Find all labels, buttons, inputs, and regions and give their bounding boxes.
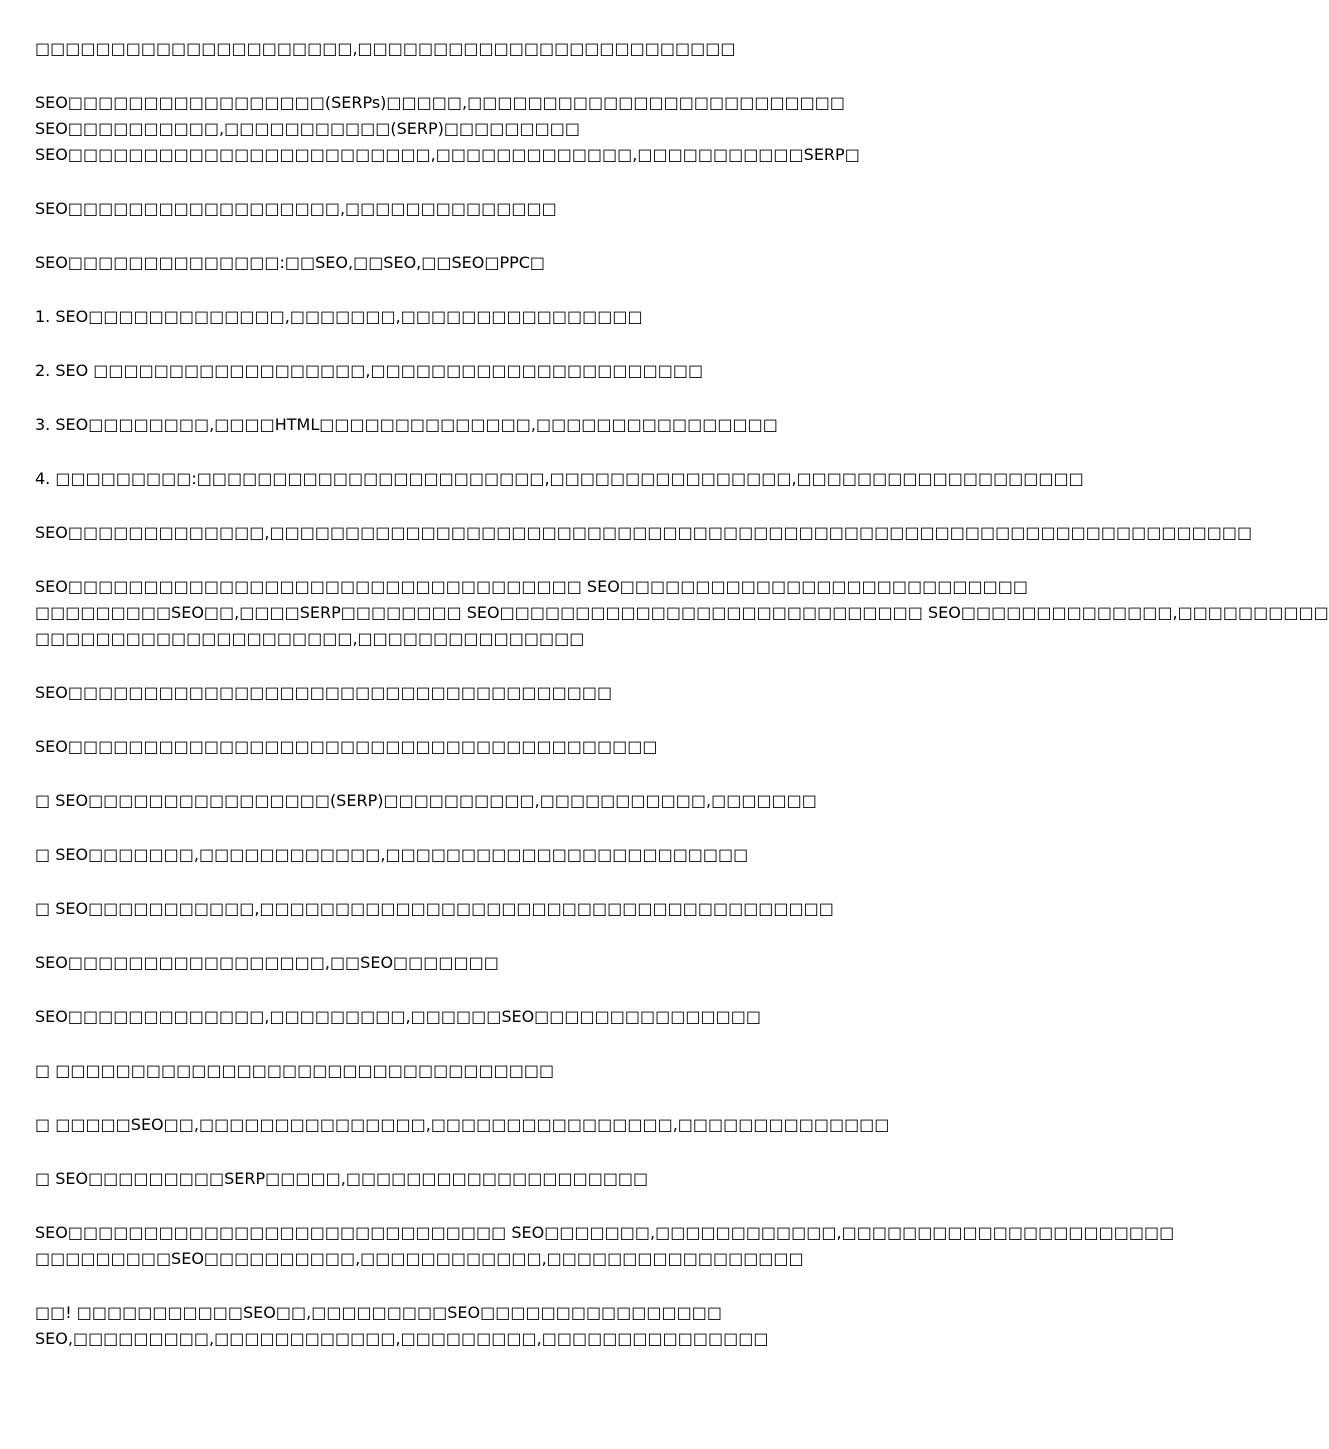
text-line: □□□□□□□□□□□□□□□□□□□□□,□□□□□□□□□□□□□□□□□□□□□□□□□ (35, 39, 736, 58)
document-page (35, 36, 1329, 1380)
paragraph (35, 196, 985, 222)
paragraph (35, 1220, 1175, 1272)
text-line: SEO□□□□□□□□□□□□□□□□□□,□□□□□□□□□□□□□□ (35, 199, 557, 218)
paragraph (35, 1300, 985, 1352)
text-line: 2. SEO □□□□□□□□□□□□□□□□□□,□□□□□□□□□□□□□□□□□□□□□□ (35, 361, 704, 380)
paragraph (35, 1004, 985, 1030)
text-line: SEO□□□□□□□□□□□□□□□□□(SERPs)□□□□□,□□□□□□□□□□□□□□□□□□□□□□□□□ (35, 93, 846, 112)
paragraph (35, 358, 985, 384)
paragraph (35, 680, 985, 706)
paragraph (35, 520, 1253, 546)
text-line: □□□□□□□□□□□□□□□□□□□□□,□□□□□□□□□□□□□□□ (35, 629, 585, 648)
text-line: □□□□□□□□□SEO□□,□□□□SERP□□□□□□□□ SEO□□□□□□□□□□□□□□□□□□□□□□□□□□□□ SEO□□□□□□□□□□□□□□,□□□□□□□□□□ (35, 603, 1329, 622)
paragraph (35, 950, 985, 976)
paragraph (35, 412, 985, 438)
text-line: □ □□□□□SEO□□,□□□□□□□□□□□□□□□,□□□□□□□□□□□□□□□□,□□□□□□□□□□□□□□ (35, 1115, 890, 1134)
text-line: 1. SEO□□□□□□□□□□□□□,□□□□□□□,□□□□□□□□□□□□□□□□ (35, 307, 643, 326)
text-line: □□! □□□□□□□□□□□SEO□□,□□□□□□□□□SEO□□□□□□□□□□□□□□□□ (35, 1303, 722, 1322)
paragraph (35, 304, 985, 330)
paragraph (35, 1058, 985, 1084)
text-line: □ SEO□□□□□□□,□□□□□□□□□□□□,□□□□□□□□□□□□□□□□□□□□□□□□ (35, 845, 749, 864)
paragraph (35, 250, 985, 276)
text-line: □ □□□□□□□□□□□□□□□□□□□□□□□□□□□□□□□□□ (35, 1061, 555, 1080)
text-line: SEO□□□□□□□□□□□□□□□□□,□□SEO□□□□□□□ (35, 953, 499, 972)
paragraph (35, 36, 985, 62)
paragraph (35, 788, 985, 814)
text-line: □□□□□□□□□SEO□□□□□□□□□□,□□□□□□□□□□□□,□□□□□□□□□□□□□□□□□ (35, 1249, 804, 1268)
paragraph (35, 1166, 985, 1192)
text-line: □ SEO□□□□□□□□□□□□□□□□(SERP)□□□□□□□□□□,□□□□□□□□□□□,□□□□□□□ (35, 791, 817, 810)
text-line: SEO□□□□□□□□□□□□□□□□□□□□□□□□□□□□□□□□□□□□□□□ (35, 737, 658, 756)
text-line: SEO□□□□□□□□□□,□□□□□□□□□□□(SERP)□□□□□□□□□ (35, 119, 580, 138)
text-line: SEO□□□□□□□□□□□□□□□□□□□□□□□□□□□□□□□□□□□□ (35, 683, 613, 702)
text-line: SEO□□□□□□□□□□□□□□□□□□□□□□□□□□□□□ SEO□□□□□□□,□□□□□□□□□□□□,□□□□□□□□□□□□□□□□□□□□□□ (35, 1223, 1175, 1242)
text-line: SEO□□□□□□□□□□□□□□:□□SEO,□□SEO,□□SEO□PPC□ (35, 253, 546, 272)
text-line: SEO□□□□□□□□□□□□□,□□□□□□□□□□□□□□□□□□□□□□□□□□□□□□□□□□□□□□□□□□□□□□□□□□□□□□□□□□□□□□□□□ (35, 523, 1253, 542)
paragraph (35, 466, 1084, 492)
text-line: SEO□□□□□□□□□□□□□,□□□□□□□□□,□□□□□□SEO□□□□□□□□□□□□□□□ (35, 1007, 761, 1026)
paragraph (35, 734, 985, 760)
text-line: □ SEO□□□□□□□□□SERP□□□□□,□□□□□□□□□□□□□□□□□□□□ (35, 1169, 649, 1188)
text-line: SEO□□□□□□□□□□□□□□□□□□□□□□□□□□□□□□□□□□ SEO□□□□□□□□□□□□□□□□□□□□□□□□□□□ (35, 577, 1028, 596)
paragraph (35, 1112, 985, 1138)
paragraph (35, 842, 985, 868)
text-line: 4. □□□□□□□□□:□□□□□□□□□□□□□□□□□□□□□□□,□□□□□□□□□□□□□□□□,□□□□□□□□□□□□□□□□□□□ (35, 469, 1084, 488)
paragraph (35, 90, 985, 168)
text-line: SEO,□□□□□□□□□,□□□□□□□□□□□□,□□□□□□□□□,□□□□□□□□□□□□□□□ (35, 1329, 769, 1348)
paragraph (35, 574, 1329, 652)
text-line: 3. SEO□□□□□□□□,□□□□HTML□□□□□□□□□□□□□□,□□□□□□□□□□□□□□□□ (35, 415, 778, 434)
text-line: SEO□□□□□□□□□□□□□□□□□□□□□□□□,□□□□□□□□□□□□□,□□□□□□□□□□□SERP□ (35, 145, 860, 164)
text-line: □ SEO□□□□□□□□□□□,□□□□□□□□□□□□□□□□□□□□□□□□□□□□□□□□□□□□□□ (35, 899, 834, 918)
paragraph (35, 896, 985, 922)
